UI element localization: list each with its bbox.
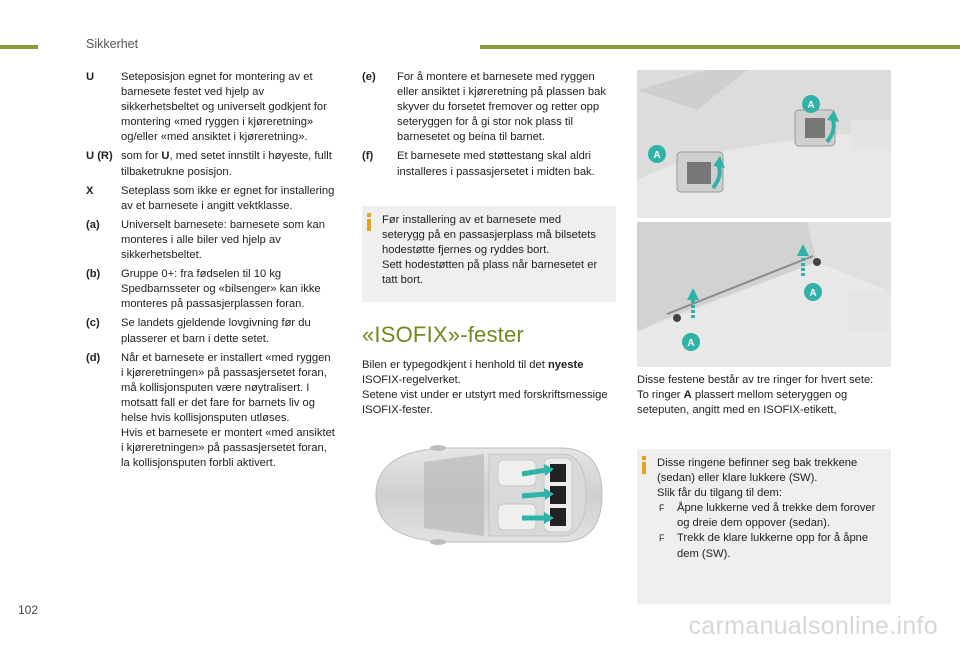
definition-text: som for U, med setet innstilt i høyeste, fullt tilbaketrukne posisjon. (121, 150, 332, 178)
isofix-photo-rear-seat (637, 70, 891, 218)
definition-term: (d) (86, 351, 101, 364)
definition-text: Et barnesete med støttestang skal aldri installeres i passasjersetet i midten bak. (397, 150, 595, 178)
definition-text: Se landets gjeldende lovgivning før du plasserer et barn i dette setet. (121, 317, 311, 345)
header-rule (480, 45, 960, 49)
label-a: A (653, 150, 661, 161)
definition-term: U (R) (86, 150, 113, 163)
bullet-icon: F (659, 533, 665, 544)
definition-text: Seteplass som ikke er egnet for installering av et barnesete i angitt vektklasse. (121, 184, 335, 212)
info-text: Disse ringene befinner seg bak trekkene (sedan) eller klare lukkere (SW). (657, 457, 858, 485)
label-a: A (807, 100, 815, 111)
definition-term: (f) (362, 150, 374, 163)
definition-u (86, 70, 336, 145)
info-text: Sett hodestøtten på plass når barnesetet er tatt bort. (382, 259, 598, 287)
info-text: Før installering av et barnesete med seterygg på en passasjerplass må bilsetets hodestøtte fjernes og ryddes bort. (382, 214, 596, 257)
car-top-view-illustration (364, 440, 606, 550)
definition-term: U (86, 71, 95, 83)
definition-e (362, 70, 616, 145)
definition-term: (e) (362, 71, 376, 83)
section-header: Sikkerhet (86, 37, 139, 51)
definition-text: Seteposisjon egnet for montering av et barnesete festet ved hjelp av sikkerhetsbeltet og universelt godkjent for montering «med ryggen i kjøreretning» og/eller «med ansiktet i kjøreretning». (121, 71, 327, 144)
definition-a (86, 218, 336, 263)
definition-x (86, 184, 336, 214)
definition-c (86, 316, 336, 346)
isofix-photo-seat-gap (637, 222, 891, 367)
definition-term: (b) (86, 268, 101, 281)
definition-term: (c) (86, 317, 100, 330)
isofix-description: Disse festene består av tre ringer for hvert sete: To ringer A plassert mellom seteryggen og seteputen, angitt med en ISOFIX-etikett, (637, 374, 874, 417)
info-box-isofix-rings (637, 449, 891, 604)
watermark: carmanualsonline.info (688, 612, 938, 640)
info-text: Slik får du tilgang til dem: (657, 487, 782, 500)
header-rule-left (0, 45, 38, 49)
definition-f (362, 149, 616, 179)
definition-text: Når et barnesete er installert «med ryggen i kjøreretningen» på passasjersetet foran, må kollisjonsputen være nøytralisert. I motsatt fall er det fare for barnets liv og helse hvis kollisjonsputen utløses. Hvis et barnesete er montert «med ansiktet i kjøreretningen» på passasjersetet foran, la kollisjonsputen forbli aktivert. (121, 351, 335, 470)
column-1 (86, 70, 336, 475)
bullet-item: F Åpne lukkerne ved å trekke dem forover og dreie dem oppover (sedan). (657, 501, 881, 531)
definition-d (86, 351, 336, 472)
definition-ur (86, 149, 336, 179)
label-a: A (687, 338, 695, 349)
info-icon (642, 456, 646, 474)
page-number: 102 (18, 603, 39, 617)
definition-text: Universelt barnesete: barnesete som kan monteres i alle biler ved hjelp av sikkerhetsbeltet. (121, 218, 325, 262)
definition-b (86, 267, 336, 312)
definition-text: Gruppe 0+: fra fødselen til 10 kg Spedbarnsseter og «bilsenger» kan ikke monteres på passasjerplassen foran. (121, 268, 321, 311)
bullet-item: F Trekk de klare lukkerne opp for å åpne dem (SW). (657, 531, 881, 561)
info-icon (367, 213, 371, 231)
definition-term: (a) (86, 218, 100, 231)
definition-text: For å montere et barnesete med ryggen eller ansiktet i kjøreretning på plassen bak skyver du forsetet fremover og retter opp seteryggen for å gi stor nok plass til barnesetet og beina til barnet. (397, 71, 606, 144)
definition-term: X (86, 184, 94, 197)
info-box-headrest (362, 206, 616, 302)
section-body: Bilen er typegodkjent i henhold til det nyeste ISOFIX-regelverket. Setene vist under er utstyrt med forskriftsmessige ISOFIX-fester. (362, 359, 608, 417)
column-2 (362, 70, 616, 184)
label-a: A (809, 288, 817, 299)
bullet-icon: F (659, 503, 665, 514)
section-title: «ISOFIX»-fester (362, 322, 524, 347)
